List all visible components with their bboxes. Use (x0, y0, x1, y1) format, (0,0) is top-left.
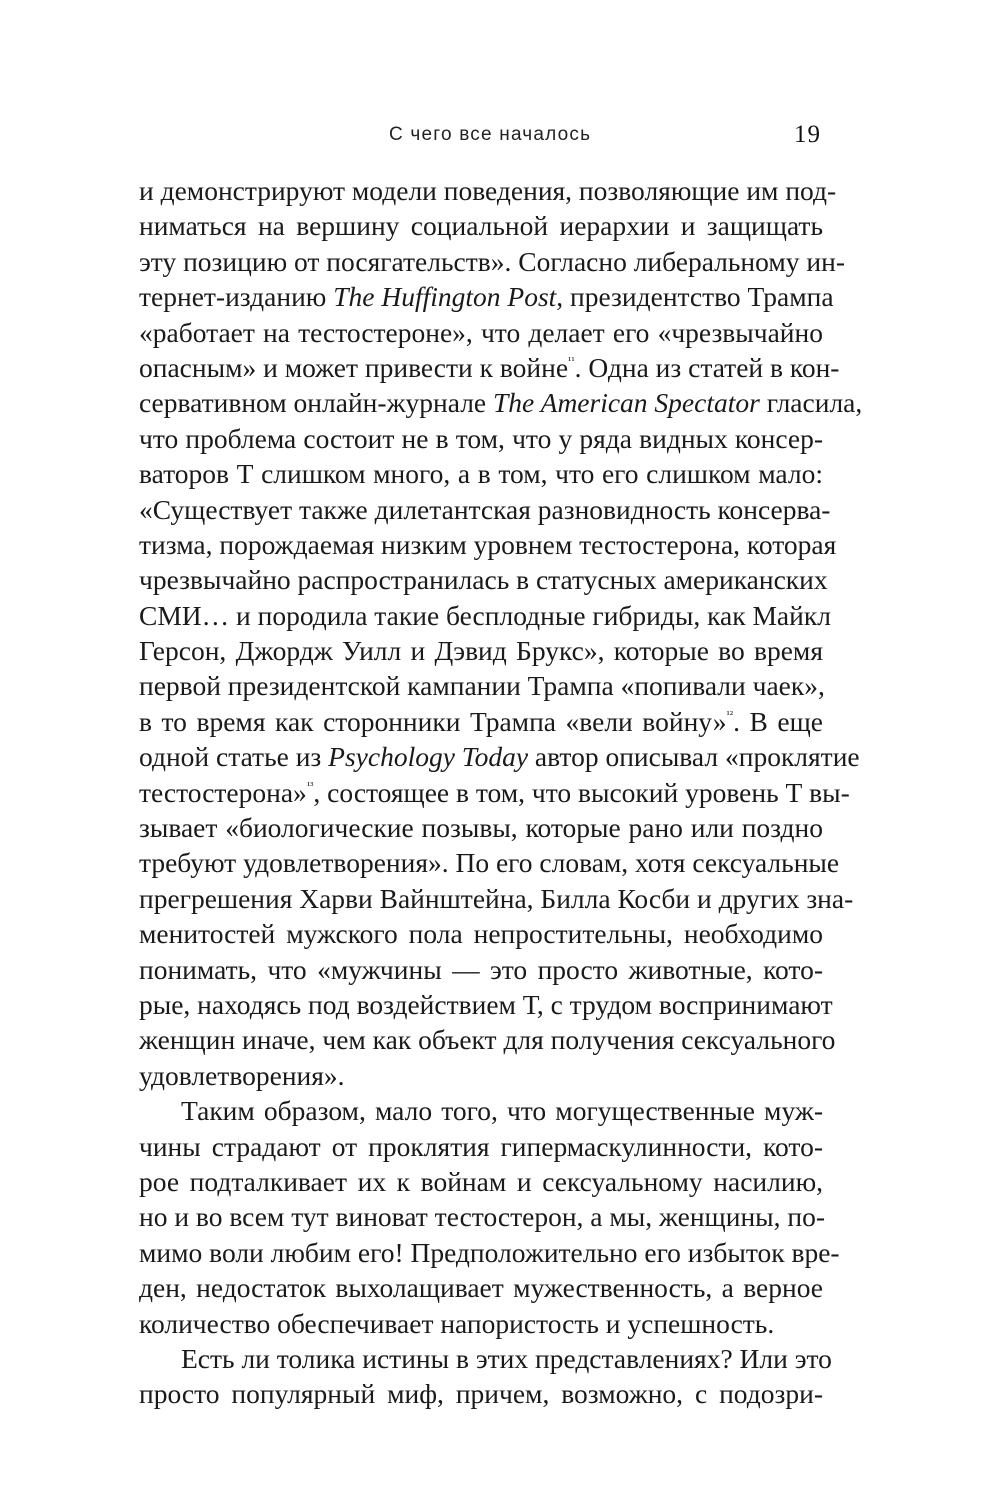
text-line: опасным» и может привести к войне$^{^{11}}$. Одна из статей в кон- (139, 351, 840, 383)
text-line: и демонстрируют модели поведения, позволяющие им под- (139, 175, 837, 206)
text-line: СМИ… и породила такие бесплодные гибриды, как Майкл (139, 599, 831, 631)
text-line: тизма, порождаемая низким уровнем тестостерона, которая (139, 528, 837, 560)
text-line: одной статье из Psychology Today автор описывал «проклятие (139, 741, 860, 773)
page-number: 19 (794, 121, 821, 148)
text-line: тестостерона»$^{^{13}}$, состоящее в том, что высокий уровень Т вы- (139, 776, 850, 808)
text-line: рое подталкивает их к войнам и сексуальному насилию, (139, 1165, 823, 1197)
text-line: что проблема состоит не в том, что у ряда видных консер- (139, 422, 823, 454)
text-line: количество обеспечивает напористость и успешность. (139, 1307, 775, 1339)
publication-title: The Huffington Post (333, 281, 557, 313)
text-line: Герсон, Джордж Уилл и Дэвид Брукс», которые во время (139, 635, 823, 667)
paragraph-3 (139, 1341, 832, 1412)
text-line: эту позицию от посягательств». Согласно либеральному ин- (139, 245, 845, 277)
text-line: ваторов Т слишком много, а в том, что его слишком мало: (139, 458, 823, 490)
publication-title: Psychology Today (328, 741, 529, 773)
running-header: С чего все началось (389, 124, 592, 145)
text-line: но и во всем тут виноват тестостерон, а мы, женщины, по- (139, 1201, 826, 1233)
text-line: первой президентской кампании Трампа «попивали чаек», (139, 670, 825, 702)
text-line: «работает на тестостероне», что делает его «чрезвычайно (139, 316, 823, 348)
paragraph-2 (139, 1093, 840, 1341)
text-line: рые, находясь под воздействием Т, с трудом воспринимают (139, 988, 833, 1020)
text-line: «Существует также дилетантская разновидность консерва- (139, 493, 831, 525)
text-line: требуют удовлетворения». По его словам, хотя сексуальные (139, 847, 840, 879)
text-line: удовлетворения». (139, 1059, 345, 1091)
text-line: тернет-изданию The Huffington Post, президентство Трампа (139, 281, 834, 313)
text-line: женщин иначе, чем как объект для получения сексуального (139, 1024, 836, 1056)
text-line: Есть ли толика истины в этих представлениях? Или это (181, 1342, 832, 1374)
text-line: сервативном онлайн-журнале The American Spectator гласила, (139, 387, 863, 419)
text-line: зывает «биологические позывы, которые рано или поздно (139, 812, 823, 844)
text-line: в то время как сторонники Трампа «вели войну»$^{^{12}}$. В еще (139, 705, 823, 737)
text-line: ден, недостаток выхолащивает мужественность, а верное (139, 1272, 823, 1304)
text-line: чрезвычайно распространилась в статусных американских (139, 564, 828, 596)
text-line: мимо воли любим его! Предположительно его избыток вре- (139, 1236, 840, 1268)
text-line: ниматься на вершину социальной иерархии и защищать (139, 210, 823, 242)
text-line: чины страдают от проклятия гипермаскулинности, кото- (139, 1130, 823, 1162)
text-line: понимать, что «мужчины — это просто животные, кото- (139, 953, 823, 985)
text-line: прегрешения Харви Вайнштейна, Билла Косби и других зна- (139, 882, 854, 914)
text-line: менитостей мужского пола непростительны, необходимо (139, 918, 823, 950)
publication-title: The American Spectator (493, 387, 760, 419)
paragraph-1 (139, 173, 863, 1093)
footnote-marker: ¹³ (306, 779, 314, 792)
text-line: Таким образом, мало того, что могущественные муж- (181, 1095, 823, 1127)
body-text (139, 173, 863, 1412)
text-line: просто популярный миф, причем, возможно, с подозри- (139, 1378, 823, 1410)
footnote-marker: ¹² (726, 708, 734, 721)
footnote-marker: ¹¹ (568, 354, 575, 367)
